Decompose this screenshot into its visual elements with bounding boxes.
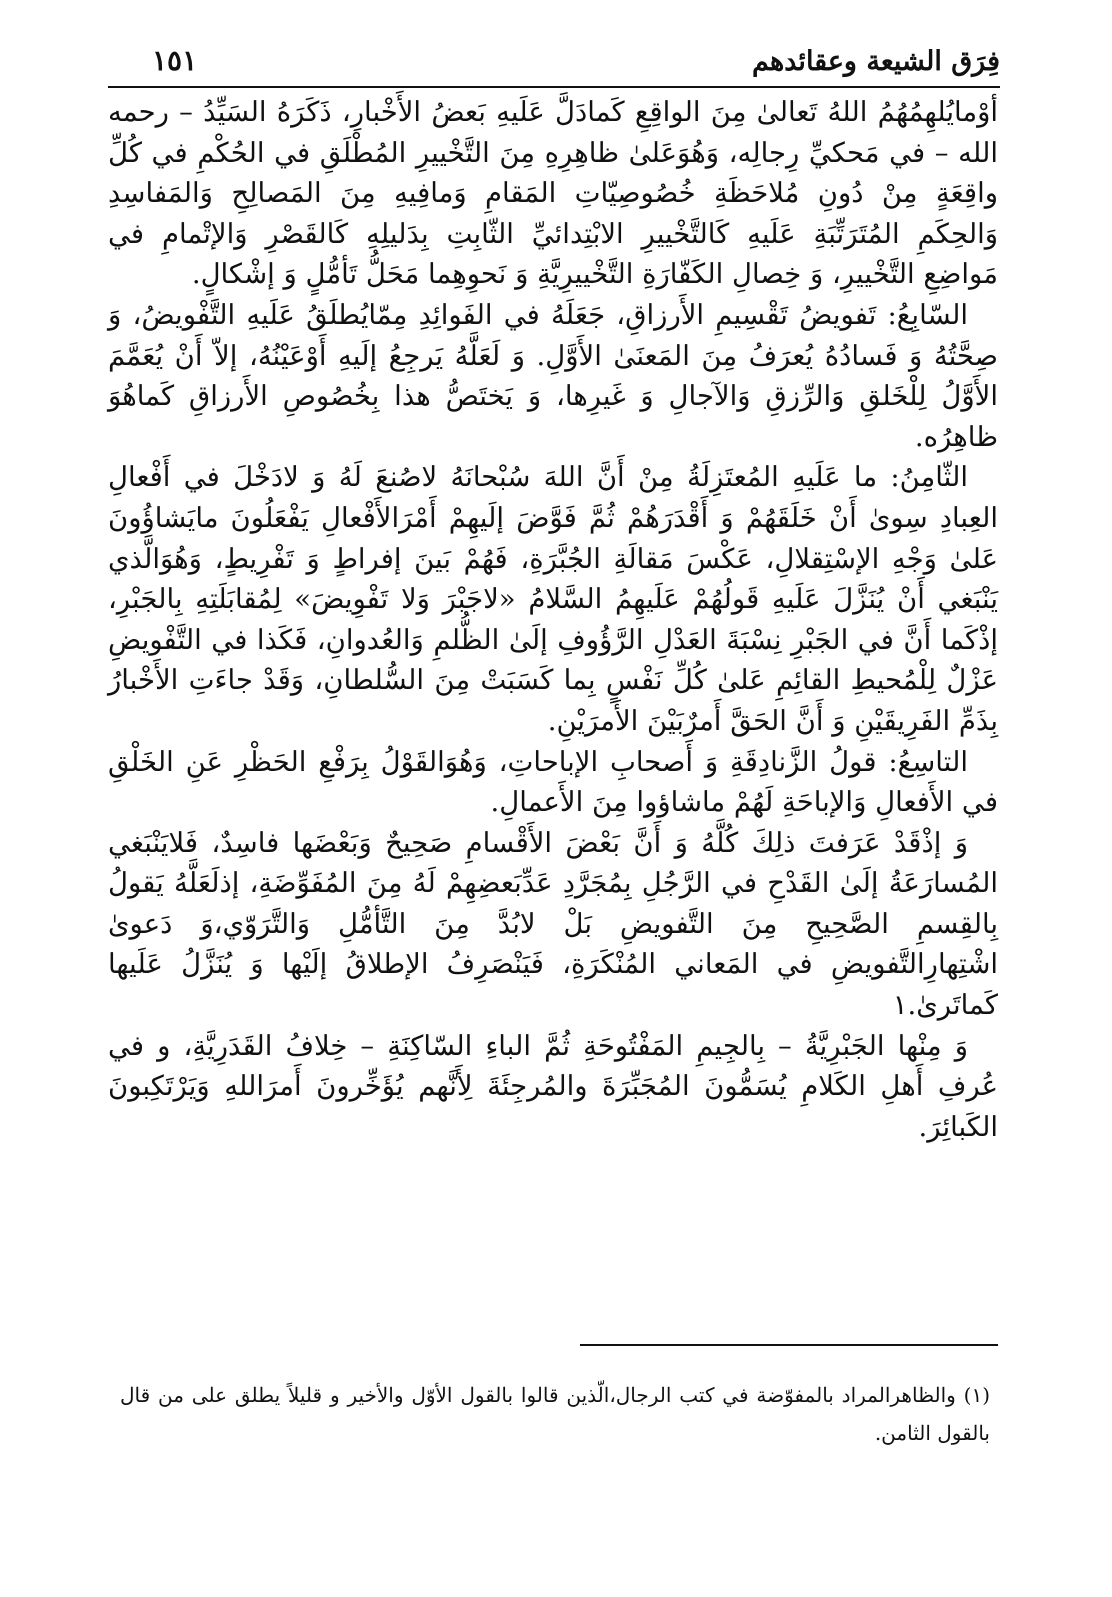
paragraph: الثّامِنُ: ما عَلَيهِ المُعتَزِلَةُ مِنْ أَنَّ اللهَ سُبْحانَهُ لاصُنعَ لَهُ وَ لادَخْلَ في أَفْعالِ العِبادِ سِوىٰ أَنْ خَلَقَهُمْ وَ أَقْدَرَهُمْ ثُمَّ فَوَّضَ إلَيهِمْ أَمْرَالأَفْعالِ يَفْعَلُونَ مايَشاؤُونَ عَلىٰ وَجْهِ الإسْتِقلالِ، عَكْسَ مَقالَةِ الجُبَّرَةِ، فَهُمْ بَينَ إفراطٍ وَ تَفْرِيطٍ، وَهُوَالَّذي يَنْبَغي أَنْ يُنَزَّلَ عَلَيهِ قَولُهُمْ عَلَيهِمُ السَّلامُ «لاجَبْرَ وَلا تَفْوِيضَ» لِمُقابَلَتِهِ بِالجَبْرِ، إذْكَما أَنَّ في الجَبْرِ نِسْبَةَ العَدْلِ الرَّؤُوفِ إلَىٰ الظُّلمِ وَالعُدوانِ، فَكَذا في التَّفْويضِ عَزْلٌ لِلْمُحيطِ القائِمِ عَلىٰ كُلِّ نَفْسٍ بِما كَسَبَتْ مِنَ السُّلطانِ، وَقَدْ جاءَتِ الأَخْبارُ بِذَمِّ الفَرِيقَيْنِ وَ أَنَّ الحَقَّ أَمرٌبَيْنَ الأَمرَيْنِ. bbox=[108, 461, 998, 737]
page-number: ١٥١ bbox=[152, 44, 198, 77]
paragraph: السّابِعُ: تَفويضُ تَقْسِيمِ الأَرزاقِ، جَعَلَهُ في الفَوائِدِ مِمّايُطلَقُ عَلَيهِ التَّفْويضُ، وَ صِحَّتُهُ وَ فَسادُهُ يُعرَفُ مِنَ المَعنَىٰ الأَوَّلِ. وَ لَعَلَّهُ يَرجِعُ إلَيهِ أَوْعَيْنُهُ، إلاّ أَنْ يُعَمَّمَ الأَوَّلُ لِلْخَلقِ وَالرِّزقِ وَالآجالِ وَ غَيرِها، وَ يَختَصُّ هذا بِخُصُوصِ الأَرزاقِ كَماهُوَ ظاهِرُه. bbox=[108, 298, 998, 453]
paragraph: وَ إذْقَدْ عَرَفتَ ذلِكَ كُلَّهُ وَ أَنَّ بَعْضَ الأَقْسامِ صَحِيحٌ وَبَعْضَها فاسِدٌ، فَلايَنْبَغي المُسارَعَةُ إلَىٰ القَدْحِ في الرَّجُلِ بِمُجَرَّدِ عَدِّبَعضِهِمْ لَهُ مِنَ المُفَوِّضَةِ، إذلَعَلَّهُ يَقولُ بِالقِسمِ الصَّحِيحِ مِنَ التَّفويضِ بَلْ لابُدَّ مِنَ التَّأمُّلِ وَالتَّرَوّي،وَ دَعوىٰ اشْتِهارِالتَّفويضِ في المَعاني المُنْكَرَةِ، فَيَنْصَرِفُ الإطلاقُ إلَيْها وَ يُنَزَّلُ عَلَيها كَماتَرىٰ.١ bbox=[108, 826, 998, 1022]
running-title: فِرَق الشيعة وعقائدهم bbox=[752, 46, 1000, 77]
footnotes bbox=[120, 1376, 990, 1452]
main-text bbox=[108, 92, 998, 1147]
footnote-divider bbox=[580, 1344, 998, 1346]
paragraph: التاسِعُ: قولُ الزَّنادِقَةِ وَ أَصحابِ الإباحاتِ، وَهُوَالقَوْلُ بِرَفْعِ الحَظْرِ عَنِ الخَلْقِ في الأَفعالِ وَالإباحَةِ لَهُمْ ماشاؤوا مِنَ الأَعمالِ. bbox=[108, 745, 998, 819]
paragraph: وَ مِنْها الجَبْرِيَّةُ – بِالجِيمِ المَفْتُوحَةِ ثُمَّ الباءِ السّاكِنَةِ – خِلافُ القَدَرِيَّةِ، و في عُرفِ أَهلِ الكَلامِ يُسَمُّونَ المُجَبِّرَةَ والمُرجِئَةَ لِأَنَّهم يُؤَخِّرونَ أَمرَاللهِ وَيَرْتَكِبونَ الكَبائِرَ. bbox=[108, 1029, 998, 1143]
paragraph: أوْمايُلهِمُهُمُ اللهُ تَعالىٰ مِنَ الواقِعِ كَمادَلَّ عَلَيهِ بَعضُ الأَخْبارِ، ذَكَرَهُ السَيِّدُ – رحمه الله – في مَحكيِّ رِجالِه، وَهُوَعَلىٰ ظاهِرِهِ مِنَ التَّخْييرِ المُطْلَقِ في الحُكْمِ في كُلِّ واقِعَةٍ مِنْ دُونِ مُلاحَظَةِ خُصُوصِيّاتِ المَقامِ وَمافِيهِ مِنَ المَصالِحِ وَالمَفاسِدِ وَالحِكَمِ المُتَرَتِّبَةِ عَلَيهِ كَالتَّخْييرِ الابْتِدائيِّ الثّابِتِ بِدَليلِهِ كَالقَصْرِ وَالإتْمامِ في مَواضِعِ التَّخْييرِ، وَ خِصالِ الكَفّارَةِ التَّخْييرِيَّةِ وَ نَحوِهِما مَحَلُّ تَأمُّلٍ وَ إشْكالٍ. bbox=[108, 96, 998, 291]
footnote: (١) والظاهرالمراد بالمفوّضة في كتب الرجال،الّذين قالوا بالقول الأوّل والأخير و قليلاً يطلق على من قال بالقول الثامن. bbox=[120, 1383, 990, 1445]
page-header bbox=[108, 42, 1000, 88]
